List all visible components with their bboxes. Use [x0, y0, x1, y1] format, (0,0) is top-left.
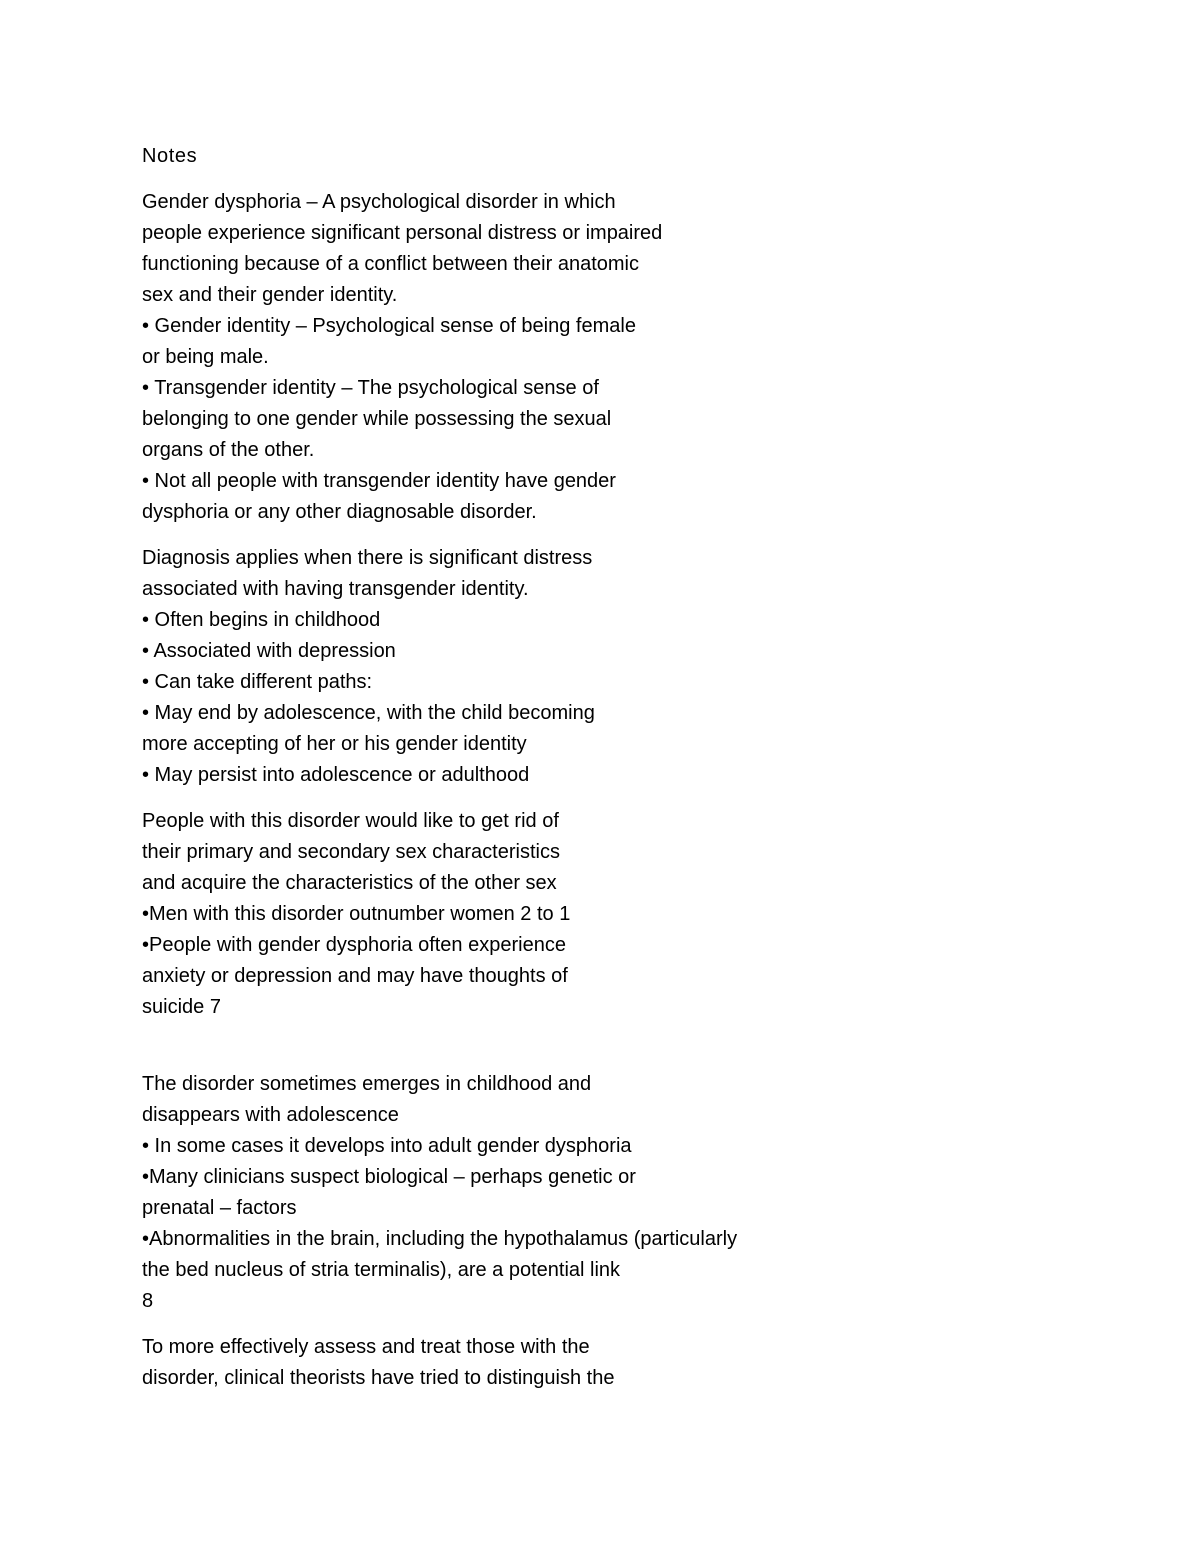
text-line: •Men with this disorder outnumber women 2 to 1: [142, 903, 571, 925]
text-line: • Can take different paths:: [142, 671, 373, 693]
text-line: • May persist into adolescence or adulthood: [142, 764, 530, 786]
text-line: People with this disorder would like to get rid of: [142, 810, 559, 832]
paragraph-diagnosis: [142, 543, 842, 791]
text-line: To more effectively assess and treat those with the: [142, 1336, 590, 1358]
page-title: Notes: [142, 145, 198, 167]
text-line: Diagnosis applies when there is significant distress: [142, 547, 593, 569]
text-line: associated with having transgender identity.: [142, 578, 529, 600]
text-line: •Many clinicians suspect biological – perhaps genetic or: [142, 1166, 636, 1188]
paragraph-characteristics: [142, 806, 842, 1023]
text-line: •Abnormalities in the brain, including the hypothalamus (particularly: [142, 1228, 738, 1250]
text-line: anxiety or depression and may have thoughts of: [142, 965, 568, 987]
text-line: their primary and secondary sex characteristics: [142, 841, 560, 863]
text-line: • Gender identity – Psychological sense of being female: [142, 315, 636, 337]
text-line: organs of the other.: [142, 439, 315, 461]
text-line: The disorder sometimes emerges in childhood and: [142, 1073, 592, 1095]
text-line: disorder, clinical theorists have tried to distinguish the: [142, 1367, 615, 1389]
text-line: disappears with adolescence: [142, 1104, 399, 1126]
text-line: sex and their gender identity.: [142, 284, 398, 306]
document-body: [142, 141, 842, 1409]
text-line: belonging to one gender while possessing the sexual: [142, 408, 612, 430]
text-line: • Not all people with transgender identity have gender: [142, 470, 616, 492]
text-line: functioning because of a conflict between their anatomic: [142, 253, 639, 275]
text-line: the bed nucleus of stria terminalis), are a potential link: [142, 1259, 621, 1281]
text-line: • Transgender identity – The psychological sense of: [142, 377, 599, 399]
paragraph-causes: [142, 1069, 842, 1317]
text-line: people experience significant personal distress or impaired: [142, 222, 663, 244]
text-line: • Associated with depression: [142, 640, 396, 662]
text-line: more accepting of her or his gender identity: [142, 733, 527, 755]
text-line: suicide 7: [142, 996, 221, 1018]
paragraph-definition: [142, 187, 842, 528]
text-line: prenatal – factors: [142, 1197, 297, 1219]
text-line: Gender dysphoria – A psychological disorder in which: [142, 191, 616, 213]
text-line: or being male.: [142, 346, 269, 368]
text-line: • In some cases it develops into adult gender dysphoria: [142, 1135, 632, 1157]
text-line: 8: [142, 1290, 154, 1312]
paragraph-assessment: [142, 1332, 842, 1394]
text-line: •People with gender dysphoria often experience: [142, 934, 566, 956]
text-line: • Often begins in childhood: [142, 609, 381, 631]
text-line: dysphoria or any other diagnosable disorder.: [142, 501, 537, 523]
text-line: • May end by adolescence, with the child becoming: [142, 702, 595, 724]
text-line: and acquire the characteristics of the other sex: [142, 872, 557, 894]
